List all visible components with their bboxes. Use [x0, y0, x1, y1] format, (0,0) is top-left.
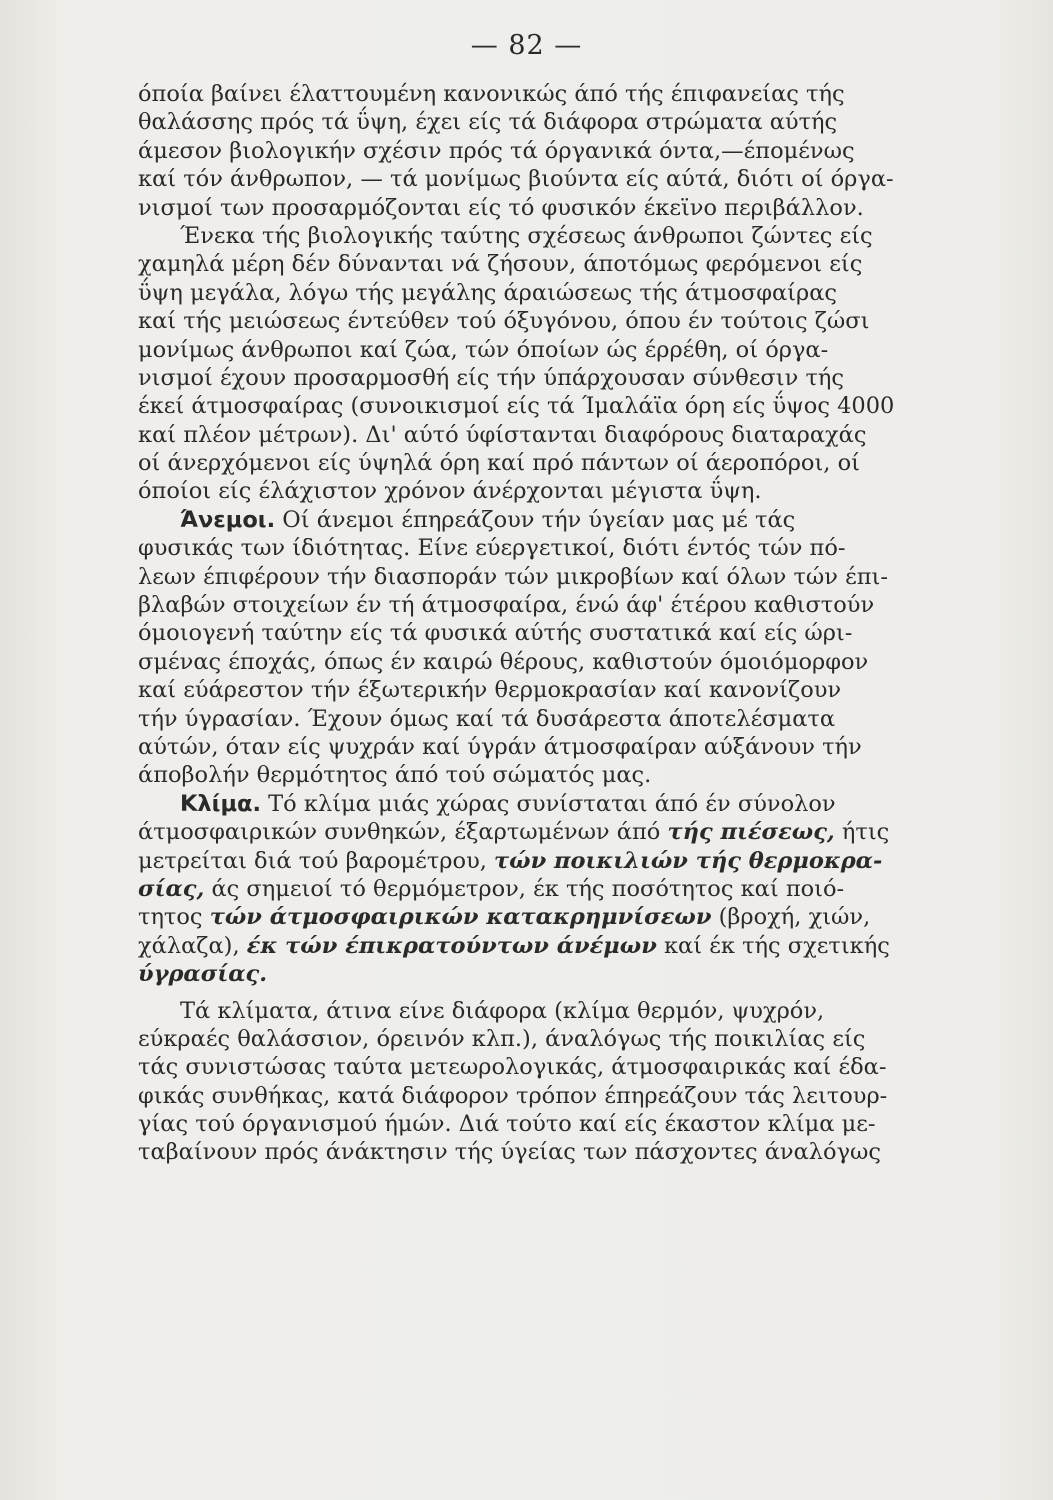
text-run: ήτις: [834, 819, 890, 846]
text-line: [138, 506, 914, 534]
text-line: καί εύάρεστον τήν έξωτερικήν θερμοκρασίαν καί κανονίζουν: [138, 677, 842, 704]
text-run: Τό κλίμα μιάς χώρας συνίσταται άπό έν σύνολον: [268, 790, 836, 817]
text-line: νισμοί έχουν προσαρμοσθή είς τήν ύπάρχουσαν σύνθεσιν τής: [138, 364, 844, 391]
text-line: άποβολήν θερμότητος άπό τού σώματός μας.: [138, 762, 652, 789]
emphasis-temperature: τών ποικιλιών τής θερμοκρα-: [494, 847, 883, 874]
text-line: τάς συνιστώσας ταύτα μετεωρολογικάς, άτμοσφαιρικάς καί έδα-: [138, 1054, 887, 1081]
text-line: καί τόν άνθρωπον, — τά μονίμως βιούντα είς αύτά, διότι οί όργα-: [138, 166, 894, 193]
text-line: Τά κλίματα, άτινα είνε διάφορα (κλίμα θερμόν, ψυχρόν,: [180, 997, 825, 1024]
text-line: καί πλέον μέτρων). Δι' αύτό ύφίστανται διαφόρους διαταραχάς: [138, 421, 867, 448]
text-line: φυσικάς των ίδιότητας. Είνε εύεργετικοί, διότι έντός τών πό-: [138, 535, 846, 562]
text-line: καί τής μειώσεως έντεύθεν τού όξυγόνου, όπου έν τούτοις ζώσι: [138, 308, 870, 335]
text-line: [138, 875, 914, 903]
text-run: Οί άνεμοι έπηρεάζουν τήν ύγείαν μας μέ τάς: [282, 506, 796, 533]
text-run: άς σημειοί τό θερμόμετρον, έκ τής ποσότητος καί ποιό-: [204, 875, 845, 902]
text-line: άμεσον βιολογικήν σχέσιν πρός τά όργανικά όντα,—έπομένως: [138, 137, 855, 164]
section-heading-climate: Κλίμα.: [180, 790, 262, 817]
text-line: όποία βαίνει έλαττουμένη κανονικώς άπό τής έπιφανείας τής: [138, 81, 845, 107]
page-number: — 82 —: [470, 30, 583, 61]
text-line: έκεί άτμοσφαίρας (συνοικισμοί είς τά Ίμαλάϊα όρη είς ΰψος 4000: [138, 393, 895, 420]
emphasis-winds: έκ τών έπικρατούντων άνέμων: [246, 932, 657, 959]
text-line: αύτών, όταν είς ψυχράν καί ύγράν άτμοσφαίραν αύξάνουν τήν: [138, 733, 862, 760]
text-line: σμένας έποχάς, όπως έν καιρώ θέρους, καθιστούν όμοιόμορφον: [138, 648, 869, 675]
paragraph-gap: [138, 989, 914, 997]
text-line: όποίοι είς έλάχιστον χρόνον άνέρχονται μέγιστα ΰψη.: [138, 478, 762, 505]
text-line: θαλάσσης πρός τά ΰψη, έχει είς τά διάφορα στρώματα αύτής: [138, 109, 838, 136]
text-line: οί άνερχόμενοι είς ύψηλά όρη καί πρό πάντων οί άεροπόροι, οί: [138, 450, 860, 477]
emphasis-precipitation: τών άτμοσφαιρικών κατακρημνίσεων: [209, 904, 712, 931]
section-heading-winds: Άνεμοι.: [180, 506, 276, 533]
text-run: χάλαζα),: [138, 932, 247, 959]
text-run: τητος: [138, 904, 210, 931]
emphasis-pressure: τής πιέσεως,: [667, 819, 835, 846]
text-line: λεων έπιφέρουν τήν διασποράν τών μικροβίων καί όλων τών έπι-: [138, 563, 888, 590]
text-line: φικάς συνθήκας, κατά διάφορον τρόπον έπηρεάζουν τάς λειτουρ-: [138, 1082, 888, 1109]
text-line: όμοιογενή ταύτην είς τά φυσικά αύτής συστατικά καί είς ώρι-: [138, 620, 853, 647]
body-text: [138, 80, 914, 1167]
text-line: ταβαίνουν πρός άνάκτησιν τής ύγείας των πάσχοντες άναλόγως: [138, 1139, 881, 1166]
text-line: βλαβών στοιχείων έν τή άτμοσφαίρα, ένώ άφ' έτέρου καθιστούν: [138, 592, 875, 619]
text-line: [138, 790, 914, 818]
text-line: [138, 903, 914, 931]
text-line: [138, 960, 914, 988]
text-line: ΰψη μεγάλα, λόγω τής μεγάλης άραιώσεως τής άτμοσφαίρας: [138, 279, 838, 306]
text-run: (βροχή, χιών,: [711, 904, 871, 931]
text-line: [138, 818, 914, 846]
text-line: νισμοί των προσαρμόζονται είς τό φυσικόν έκεϊνο περιβάλλον.: [138, 194, 864, 221]
emphasis-humidity: ύγρασίας.: [138, 961, 268, 988]
text-line: γίας τού όργανισμού ήμών. Διά τούτο καί είς έκαστον κλίμα με-: [138, 1111, 876, 1138]
text-run: άτμοσφαιρικών συνθηκών, έξαρτωμένων άπό: [138, 819, 668, 846]
emphasis-temperature-end: σίας,: [138, 875, 205, 902]
text-line: εύκραές θαλάσσιον, όρεινόν κλπ.), άναλόγως τής ποικιλίας είς: [138, 1025, 866, 1052]
text-line: χαμηλά μέρη δέν δύνανται νά ζήσουν, άποτόμως φερόμενοι είς: [138, 251, 863, 278]
text-line: Ένεκα τής βιολογικής ταύτης σχέσεως άνθρωποι ζώντες είς: [180, 222, 873, 249]
text-line: μονίμως άνθρωποι καί ζώα, τών όποίων ώς έρρέθη, οί όργα-: [138, 336, 829, 363]
text-line: [138, 847, 914, 875]
text-line: τήν ύγρασίαν. Έχουν όμως καί τά δυσάρεστα άποτελέσματα: [138, 705, 836, 732]
text-line: [138, 932, 914, 960]
text-run: καί έκ τής σχετικής: [656, 932, 890, 959]
text-run: μετρείται διά τού βαρομέτρου,: [138, 847, 495, 874]
